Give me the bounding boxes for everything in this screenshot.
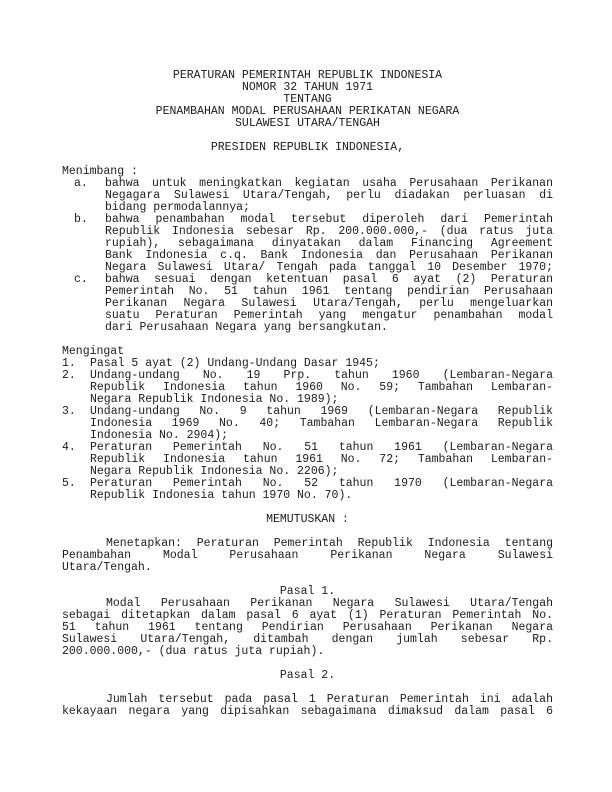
doc-line: Indonesia 1969 No. 40; Tambahan Lembaran-Negara Republik — [90, 417, 553, 430]
doc-line: Indonesia No. 2904); — [90, 429, 229, 442]
doc-line: 200.000.000,- (dua ratus juta rupiah). — [62, 645, 325, 658]
list-item — [62, 274, 553, 334]
doc-line: Pasal 5 ayat (2) Undang-Undang Dasar 1945; — [90, 357, 380, 370]
doc-line: Bank Indonesia c.q. Bank Indonesia dan Perusahaan Perikanan — [105, 249, 553, 262]
doc-line: Penambahan Modal Perusahaan Perikanan Negara Sulawesi — [62, 549, 553, 562]
doc-line: Perikanan Negara Sulawesi Utara/Tengah, perlu mengeluarkan — [105, 297, 553, 310]
doc-line: PRESIDEN REPUBLIK INDONESIA, — [210, 141, 405, 154]
doc-line: Menetapkan: Peraturan Pemerintah Republik Indonesia tentang — [106, 537, 553, 550]
doc-line: Pasal 1. — [279, 585, 336, 598]
list-marker: 2. — [62, 369, 76, 382]
presiden-heading — [62, 142, 553, 154]
list-item — [62, 442, 553, 478]
list-marker: 4. — [62, 441, 76, 454]
pasal-2-paragraph — [62, 694, 553, 718]
doc-line: Republik Indonesia sebesar Rp. 200.000.000,- (dua ratus juta — [105, 225, 553, 238]
doc-line: Negagara Sulawesi Utara/Tengah, perlu diadakan perluasan di — [105, 189, 553, 202]
list-item — [62, 370, 553, 406]
doc-line: Pemerintah No. 51 tahun 1961 tentang pendirian Perusahaan — [105, 285, 553, 298]
title-block — [62, 70, 553, 130]
list-item — [62, 214, 553, 274]
mengingat-label: Mengingat — [62, 345, 125, 358]
doc-line: PERATURAN PEMERINTAH REPUBLIK INDONESIA — [172, 69, 443, 82]
doc-line: bahwa untuk meningkatkan kegiatan usaha Perusahaan Perikanan — [105, 177, 553, 190]
doc-line: sebagai ditetapkan dalam pasal 6 ayat (1) Peraturan Pemerintah No. — [62, 609, 553, 622]
list-marker: 3. — [62, 405, 76, 418]
line-gap — [62, 334, 553, 346]
doc-line: PENAMBAHAN MODAL PERUSAHAAN PERIKATAN NEGARA — [155, 105, 460, 118]
list-item — [62, 478, 553, 502]
doc-line: Undang-undang No. 9 tahun 1969 (Lembaran-Negara Republik — [90, 405, 553, 418]
doc-line: Republik Indonesia tahun 1960 No. 59; Tambahan Lembaran- — [90, 381, 553, 394]
doc-line: bidang permodalannya; — [105, 201, 250, 214]
doc-line: Utara/Tengah. — [62, 561, 152, 574]
doc-line: Negara Sulawesi Utara/ Tengah pada tanggal 10 Desember 1970; — [105, 261, 553, 274]
list-marker: 1. — [62, 357, 76, 370]
list-marker: c. — [74, 273, 88, 286]
doc-line: MEMUTUSKAN : — [266, 513, 349, 526]
doc-line: kekayaan negara yang dipisahkan sebagaimana dimaksud dalam pasal 6 — [62, 705, 553, 718]
pasal-2-heading — [62, 670, 553, 682]
doc-line: Negara Republik Indonesia No. 1989); — [90, 393, 339, 406]
doc-line: Peraturan Pemerintah No. 52 tahun 1970 (Lembaran-Negara — [90, 477, 553, 490]
list-item — [62, 178, 553, 214]
doc-line: Pasal 2. — [279, 669, 336, 682]
doc-line: Peraturan Pemerintah No. 51 tahun 1961 (Lembaran-Negara — [90, 441, 553, 454]
list-marker: b. — [74, 213, 88, 226]
doc-line: dari Perusahaan Negara yang bersangkutan. — [105, 321, 388, 334]
doc-line: Republik Indonesia tahun 1961 No. 72; Tambahan Lembaran- — [90, 453, 553, 466]
doc-line: bahwa penambahan modal tersebut diperoleh dari Pemerintah — [105, 213, 553, 226]
list-item — [62, 406, 553, 442]
doc-line: bahwa sesuai dengan ketentuan pasal 6 ayat (2) Peraturan — [105, 273, 553, 286]
doc-line: Modal Perusahaan Perikanan Negara Sulawesi Utara/Tengah — [106, 597, 553, 610]
memutuskan-heading — [62, 514, 553, 526]
pasal-1-paragraph — [62, 598, 553, 658]
doc-line: Sulawesi Utara/Tengah, ditambah dengan jumlah sebesar Rp. — [62, 633, 553, 646]
doc-line: rupiah), sebagaimana dinyatakan dalam Financing Agreement — [105, 237, 553, 250]
doc-line: suatu Peraturan Pemerintah yang mengatur penambahan modal — [105, 309, 553, 322]
document-body — [62, 70, 553, 718]
doc-line: 51 tahun 1961 tentang Pendirian Perusahaan Perikanan Negara — [62, 621, 553, 634]
list-marker: a. — [74, 177, 88, 190]
doc-line: TENTANG — [283, 93, 332, 106]
doc-line: NOMOR 32 TAHUN 1971 — [241, 81, 374, 94]
doc-line: Republik Indonesia tahun 1970 No. 70). — [90, 489, 353, 502]
doc-line: SULAWESI UTARA/TENGAH — [235, 117, 380, 130]
doc-line: Jumlah tersebut pada pasal 1 Peraturan Pemerintah ini adalah — [106, 693, 553, 706]
doc-line: Negara Republik Indonesia No. 2206); — [90, 465, 339, 478]
list-marker: 5. — [62, 477, 76, 490]
menetapkan-paragraph — [62, 538, 553, 574]
menimbang-label: Menimbang : — [62, 165, 138, 178]
doc-line: Undang-undang No. 19 Prp. tahun 1960 (Lembaran-Negara — [90, 369, 553, 382]
